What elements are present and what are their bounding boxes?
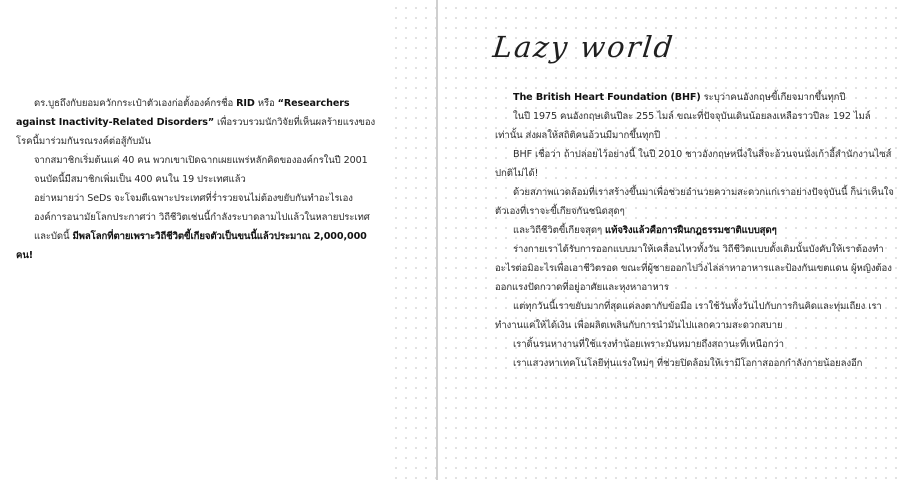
right-paragraph-5: และวิถีชีวิตขี้เกียจสุดๆ แท้จริงแล้วคือการฝืนกฎธรรมชาติแบบสุดๆ — [513, 225, 777, 236]
right-paragraph-7: แต่ทุกวันนี้เราขยับมากที่สุดแค่ลงตากับข้อมือ เราใช้วันทั้งวันไปกับการกินคิดและทุ่มเถียง เราทำงานแค่ให้ได้เงิน เพื่อผลิตเพลินกับการนำมันไปแลกความสะดวกสบาย — [495, 301, 882, 331]
right-paragraph-2: ในปี 1975 คนอังกฤษเดินปีละ 255 ไมล์ ขณะที่ปัจจุบันเดินน้อยลงเหลือราวปีละ 192 ไมล์เท่านั้น ส่งผลให้สถิติคนอ้วนมีมากขึ้นทุกปี — [495, 111, 871, 141]
rid-full-name: “Researchers against Inactivity-Related Disorders” — [16, 98, 350, 128]
right-paragraph-4: ด้วยสภาพแวดล้อมที่เราสร้างขึ้นมาเพื่อช่วยอำนวยความสะดวกแก่เราอย่างปัจจุบันนี้ ก็น่าเห็นใจตัวเองที่เราจะขี้เกียจกันชนิดสุดๆ — [495, 187, 894, 217]
left-paragraph-5: องค์การอนามัยโลกประกาศว่า วิถีชีวิตเช่นนี้กำลังระบาดลามไปแล้วในหลายประเทศ — [34, 212, 370, 223]
left-page-text — [16, 94, 378, 265]
page-gutter-divider — [436, 0, 438, 480]
right-paragraph-9: เราแสวงหาเทคโนโลยีทุ่นแรงใหม่ๆ ที่ช่วยปิดล้อมให้เรามีโอกาสออกกำลังกายน้อยลงอีก — [513, 358, 863, 369]
left-paragraph-3: จนบัดนี้มีสมาชิกเพิ่มเป็น 400 คนใน 19 ประเทศแล้ว — [34, 174, 246, 185]
right-paragraph-1: The British Heart Foundation (BHF) ระบุว่าคนอังกฤษขี้เกียจมากขึ้นทุกปี — [513, 92, 846, 103]
left-paragraph-2: จากสมาชิกเริ่มต้นแค่ 40 คน พวกเขาเปิดฉากเผยแพร่หลักคิดขององค์กรในปี 2001 — [34, 155, 368, 166]
left-paragraph-1: ดร.บูธถึงกับยอมควักกระเป๋าตัวเองก่อตั้งองค์กรชื่อ RID หรือ “Researchers against Inactivity-Related Disorders” เพื่อรวบรวมนักวิจัยที่เห็นผลร้ายแรงของโรคนี้มาร่วมกันรณรงค์ต่อสู้กับมัน — [16, 98, 376, 147]
bhf-name: The British Heart Foundation (BHF) — [513, 92, 701, 103]
left-paragraph-6: และบัดนี้ มีพลโลกที่ตายเพราะวิถีชีวิตขี้เกียจตัวเป็นขนนี้แล้วประมาณ 2,000,000 คน! — [16, 231, 367, 261]
death-toll-statement: มีพลโลกที่ตายเพราะวิถีชีวิตขี้เกียจตัวเป็นขนนี้แล้วประมาณ 2,000,000 คน! — [16, 231, 367, 261]
left-paragraph-4: อย่าหมายว่า SeDs จะโจมตีเฉพาะประเทศที่ร่ำรวยจนไม่ต้องขยับกันทำอะไรเอง — [34, 193, 353, 204]
right-paragraph-3: BHF เชื่อว่า ถ้าปล่อยไว้อย่างนี้ ในปี 2010 ชาวอังกฤษหนึ่งในสี่จะอ้วนจนนั่งเก้าอี้สำนักงานไซส์ปกติไม่ได้! — [495, 149, 892, 179]
rid-acronym: RID — [236, 98, 255, 109]
right-paragraph-6: ร่างกายเราได้รับการออกแบบมาให้เคลื่อนไหวทั้งวัน วิถีชีวิตแบบดั้งเดิมนั้นบังคับให้เราต้องทำอะไรต่อมิอะไรเพื่อเอาชีวิตรอด ขณะที่ผู้ชายออกไปวิ่งไล่ล่าหาอาหารและป้องกันเขตแดน ผู้หญิงต้องออกแรงปัดกวาดที่อยู่อาศัยและหุงหาอาหาร — [495, 244, 892, 293]
right-page-text — [495, 88, 895, 373]
right-paragraph-8: เราดิ้นรนหางานที่ใช้แรงทำน้อยเพราะมันหมายถึงสถานะที่เหนือกว่า — [513, 339, 784, 350]
left-page — [0, 0, 388, 480]
natural-law-statement: แท้จริงแล้วคือการฝืนกฎธรรมชาติแบบสุดๆ — [605, 225, 777, 236]
chapter-title: Lazy world — [491, 30, 677, 64]
